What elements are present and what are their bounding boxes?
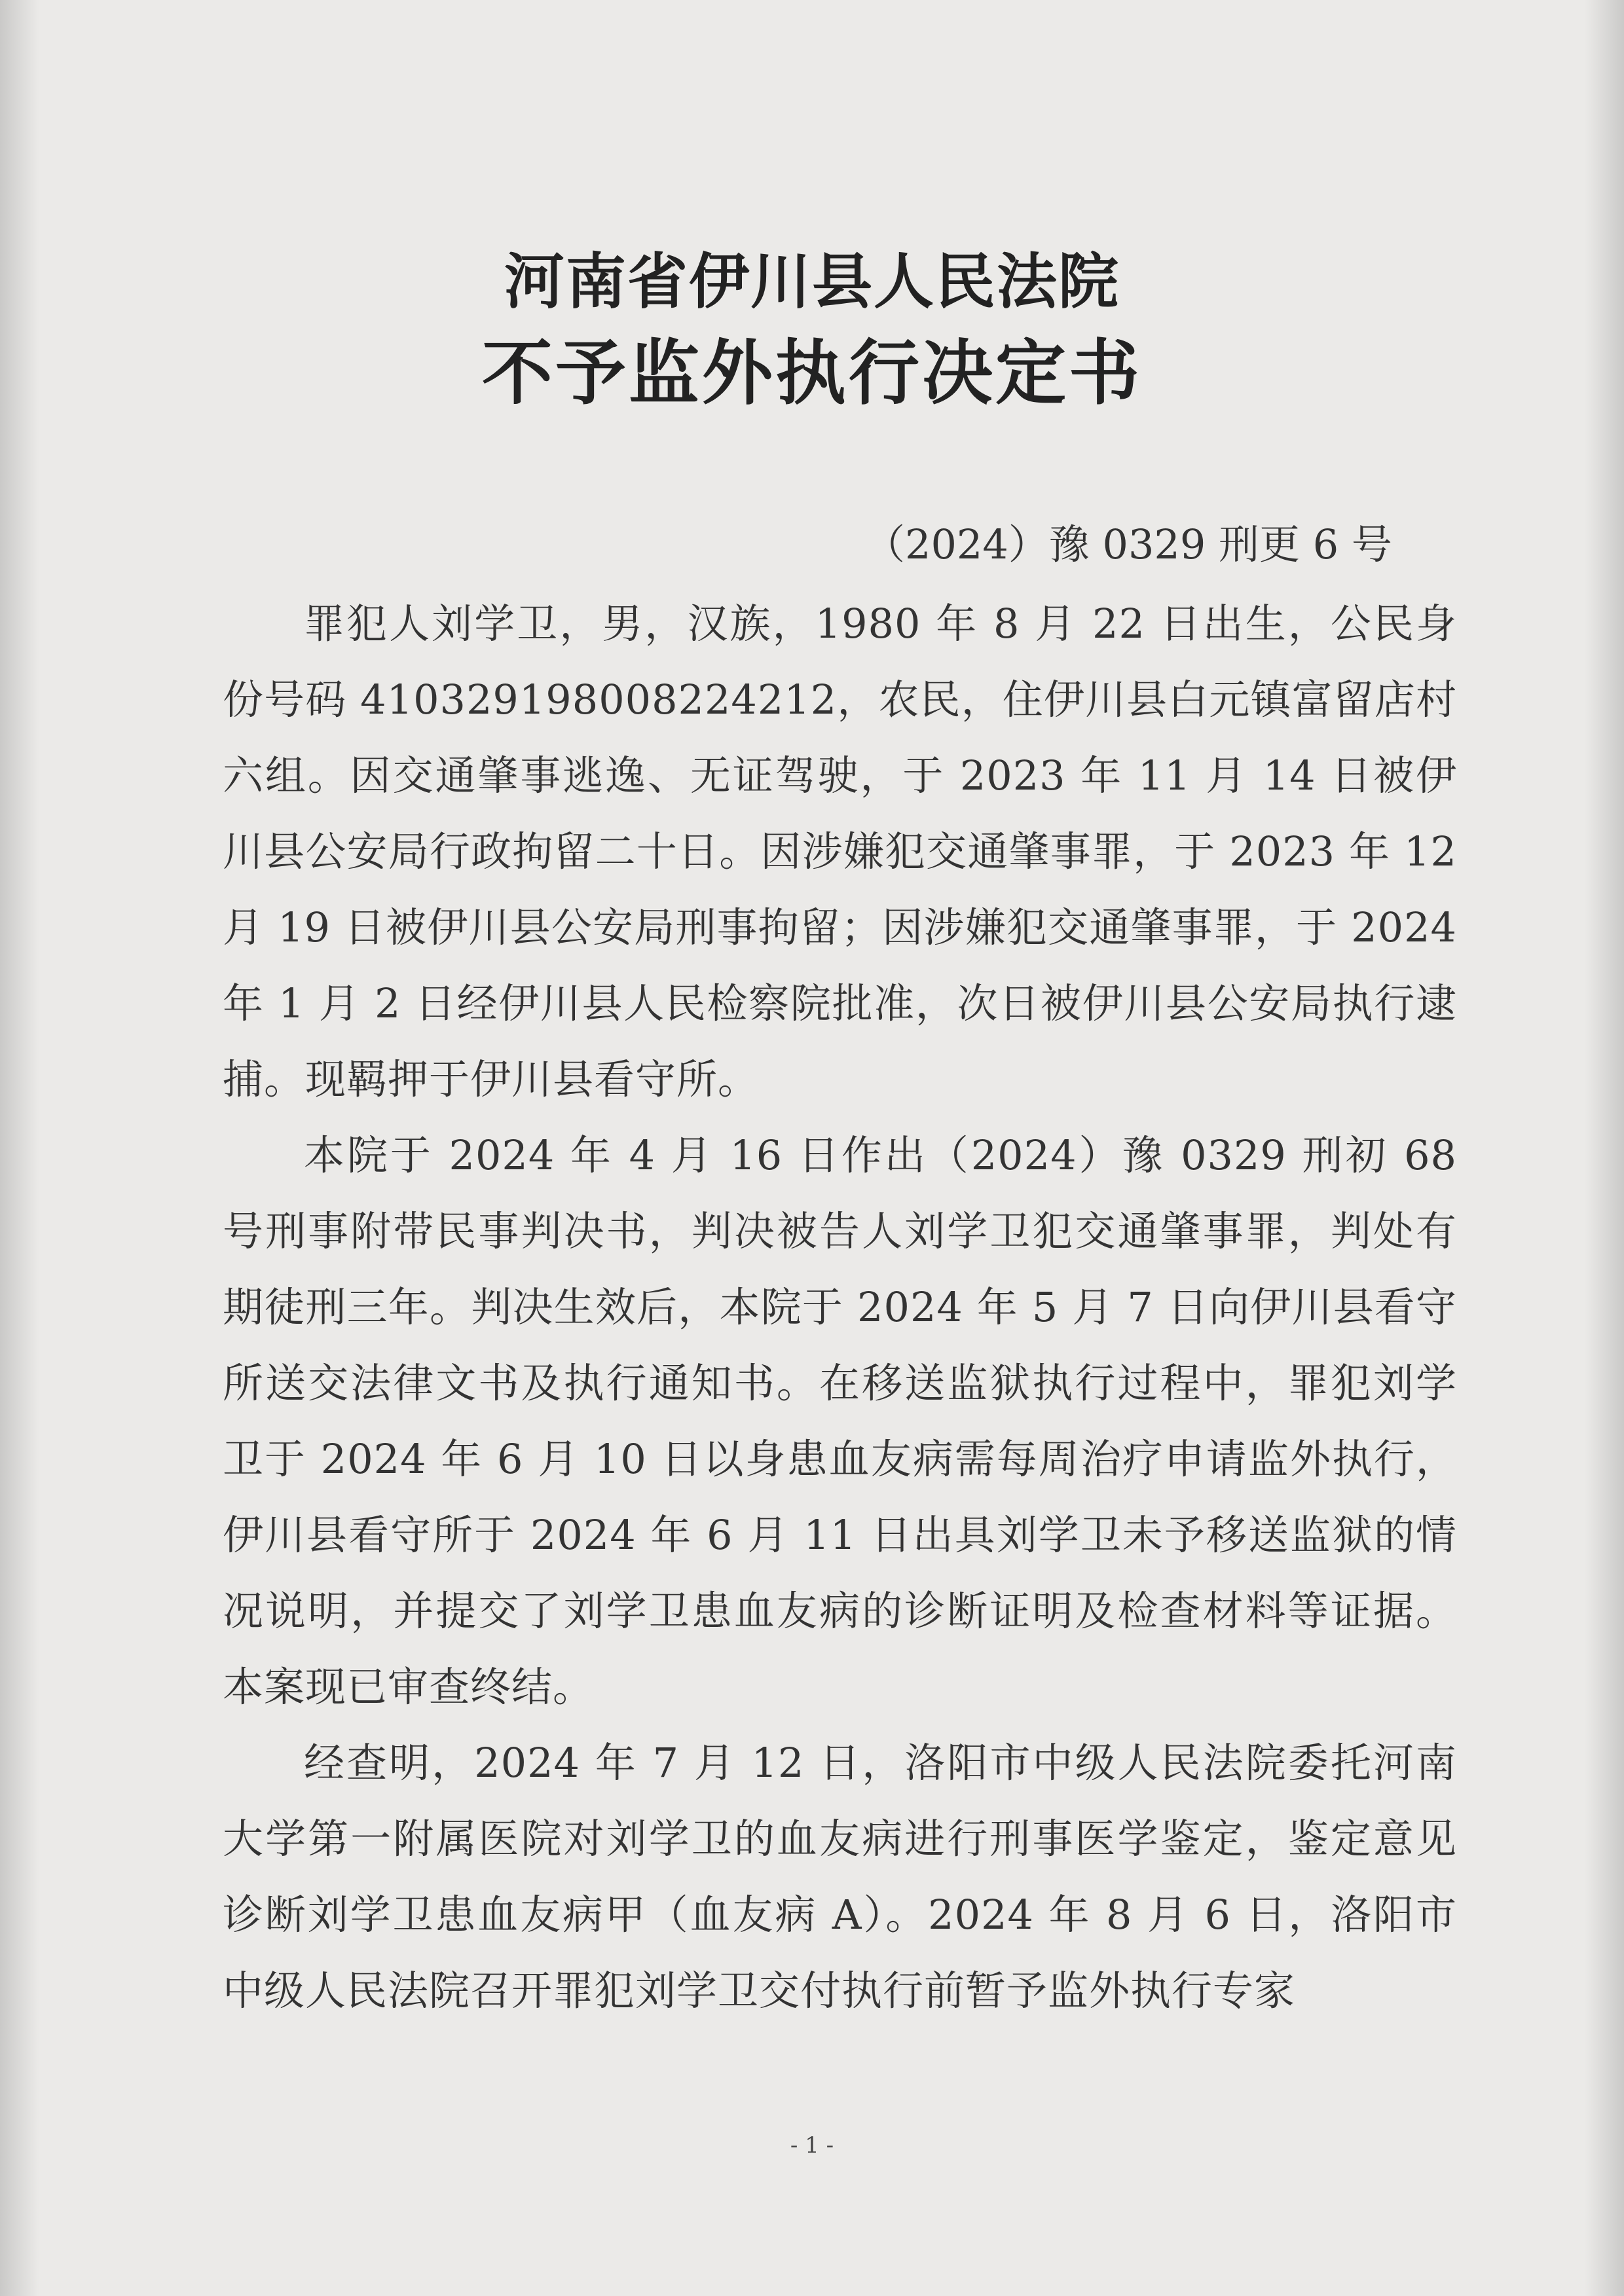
- paragraph-defendant-info: 罪犯人刘学卫，男，汉族，1980 年 8 月 22 日出生，公民身份号码 410329198008224212，农民，住伊川县白元镇富留店村六组。因交通肇事逃逸、无证驾驶，于 2023 年 11 月 14 日被伊川县公安局行政拘留二十日。因涉嫌犯交通肇事罪，于 2023 年 12 月 19 日被伊川县公安局刑事拘留；因涉嫌犯交通肇事罪，于 2024 年 1 月 2 日经伊川县人民检察院批准，次日被伊川县公安局执行逮捕。现羁押于伊川县看守所。: [223, 600, 1457, 1103]
- page-number: - 1 -: [790, 2132, 834, 2159]
- court-name: 河南省伊川县人民法院: [504, 246, 1120, 317]
- paragraph-judgment-history: 本院于 2024 年 4 月 16 日作出（2024）豫 0329 刑初 68 号刑事附带民事判决书，判决被告人刘学卫犯交通肇事罪，判处有期徒刑三年。判决生效后，本院于 2024 年 5 月 7 日向伊川县看守所送交法律文书及执行通知书。在移送监狱执行过程中，罪犯刘学卫于 2024 年 6 月 10 日以身患血友病需每周治疗申请监外执行，伊川县看守所于 2024 年 6 月 11 日出具刘学卫未予移送监狱的情况说明，并提交了刘学卫患血友病的诊断证明及检查材料等证据。本案现已审查终结。: [223, 1131, 1457, 1711]
- document-title: 不予监外执行决定书: [481, 332, 1142, 414]
- document-body: [223, 586, 1457, 2029]
- case-number: （2024）豫 0329 刑更 6 号: [864, 520, 1392, 568]
- paragraph-findings: 经查明，2024 年 7 月 12 日，洛阳市中级人民法院委托河南大学第一附属医院对刘学卫的血友病进行刑事医学鉴定，鉴定意见诊断刘学卫患血友病甲（血友病 A）。2024 年 8 月 6 日，洛阳市中级人民法院召开罪犯刘学卫交付执行前暂予监外执行专家: [223, 1739, 1457, 2014]
